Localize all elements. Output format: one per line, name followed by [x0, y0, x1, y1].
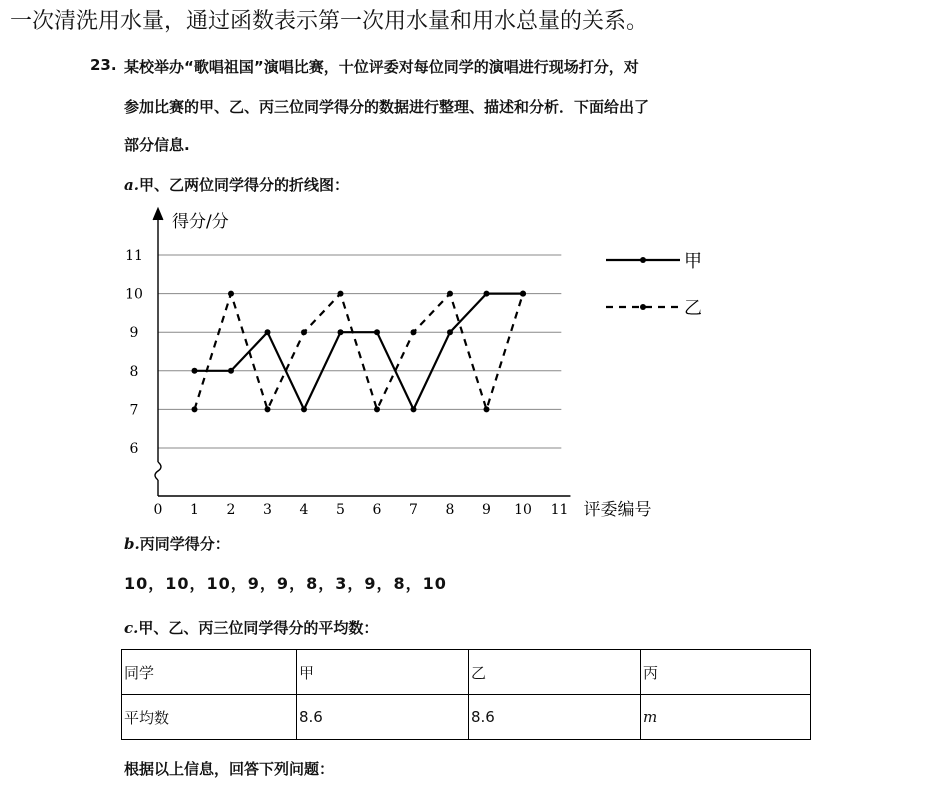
data-point: [192, 406, 198, 412]
question-line-1: 某校举办“歌唱祖国”演唱比赛，十位评委对每位同学的演唱进行现场打分，对: [124, 58, 639, 76]
table-row: [122, 650, 811, 695]
series-line-2: [195, 294, 524, 410]
x-tick-label: 2: [226, 502, 236, 518]
section-c-heading: [124, 617, 378, 638]
data-point: [228, 368, 234, 374]
table-cell: 甲: [297, 650, 469, 695]
section-a-text: 甲、乙两位同学得分的折线图：: [138, 176, 349, 194]
y-tick-label: 8: [129, 363, 139, 380]
data-point: [374, 329, 380, 335]
legend-marker: [640, 304, 646, 310]
x-tick-label: 6: [372, 502, 382, 518]
y-axis-label: 得分/分: [172, 212, 229, 232]
x-tick-label: 0: [153, 502, 163, 518]
y-tick-label: 11: [125, 248, 143, 264]
x-tick-label: 4: [299, 502, 309, 518]
y-axis-arrow: [153, 208, 163, 220]
x-tick-label: 7: [409, 502, 418, 518]
data-point: [447, 329, 453, 335]
y-tick-label: 7: [129, 402, 139, 419]
header-line: 一次清洗用水量，通过函数表示第一次用水量和用水总量的关系。: [10, 9, 649, 34]
data-point: [301, 329, 307, 335]
x-tick-label: 3: [263, 502, 272, 518]
y-tick-label: 9: [129, 325, 139, 342]
x-tick-label: 9: [482, 502, 491, 518]
section-b-text: 丙同学得分：: [139, 535, 230, 553]
data-point: [447, 291, 453, 297]
y-tick-label: 6: [129, 441, 139, 457]
chart-legend: [606, 251, 702, 319]
table-cell: 平均数: [122, 695, 297, 740]
section-c-letter: c.: [124, 619, 139, 637]
line-chart: [110, 200, 702, 525]
axis-break-mark: [155, 462, 161, 480]
legend-label: 甲: [684, 251, 702, 272]
section-c-text: 甲、乙、丙三位同学得分的平均数：: [138, 619, 379, 637]
data-point: [484, 291, 490, 297]
table-cell: 同学: [122, 650, 297, 695]
y-tick-label: 10: [125, 286, 143, 303]
data-point: [484, 406, 490, 412]
section-a-heading: [124, 174, 349, 195]
chart-axes: [153, 208, 570, 496]
section-a-letter: a.: [124, 176, 139, 194]
table-cell: m: [641, 695, 811, 740]
data-point: [338, 329, 344, 335]
data-point: [265, 406, 271, 412]
table-cell: 8.6: [469, 695, 641, 740]
x-tick-label: 11: [550, 502, 569, 518]
legend-label: 乙: [684, 298, 702, 319]
section-b-heading: [124, 533, 230, 554]
average-table: [121, 649, 811, 740]
question-line-3: 部分信息.: [124, 136, 190, 154]
data-point: [192, 368, 198, 374]
table-row: [122, 695, 811, 740]
data-point: [520, 291, 526, 297]
x-tick-label: 1: [190, 502, 199, 518]
x-tick-label: 5: [336, 502, 345, 518]
data-point: [265, 329, 271, 335]
data-point: [338, 291, 344, 297]
table-cell: 乙: [469, 650, 641, 695]
bing-scores: 10，10，10，9，9，8，3，9，8，10: [124, 574, 447, 593]
table-cell: 8.6: [297, 695, 469, 740]
question-number: 23.: [90, 56, 117, 74]
x-tick-label: 10: [514, 502, 532, 518]
table-cell: 丙: [641, 650, 811, 695]
closing-text: 根据以上信息，回答下列问题：: [124, 760, 335, 778]
data-point: [411, 329, 417, 335]
chart-series: [192, 291, 527, 413]
data-point: [411, 406, 417, 412]
x-axis-label: 评委编号: [583, 500, 652, 520]
chart-tick-labels: [125, 212, 651, 520]
legend-marker: [640, 257, 646, 263]
data-point: [301, 406, 307, 412]
data-point: [228, 291, 234, 297]
data-point: [374, 406, 380, 412]
question-line-2: 参加比赛的甲、乙、丙三位同学得分的数据进行整理、描述和分析．下面给出了: [124, 98, 650, 116]
section-b-letter: b.: [124, 535, 140, 553]
x-tick-label: 8: [445, 502, 455, 518]
